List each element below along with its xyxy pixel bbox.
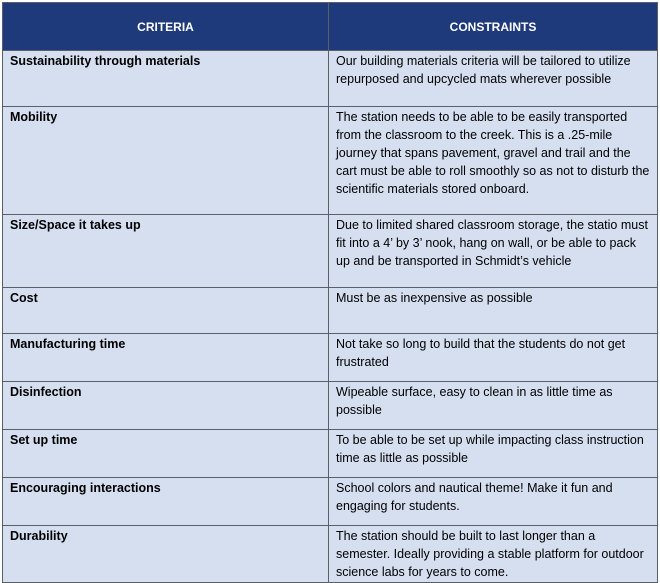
criteria-cell: Encouraging interactions — [3, 478, 329, 526]
criteria-constraints-table — [2, 2, 658, 583]
constraint-cell: Our building materials criteria will be tailored to utilize repurposed and upcycled mats wherever possible — [329, 51, 658, 107]
table-row — [3, 334, 658, 382]
criteria-cell: Size/Space it takes up — [3, 215, 329, 288]
constraint-cell: Wipeable surface, easy to clean in as little time as possible — [329, 382, 658, 430]
constraint-cell: School colors and nautical theme! Make it fun and engaging for students. — [329, 478, 658, 526]
table-row — [3, 288, 658, 334]
constraint-cell: Due to limited shared classroom storage, the statio must fit into a 4’ by 3’ nook, hang on wall, or be able to pack up and be transported in Schmidt’s vehicle — [329, 215, 658, 288]
criteria-cell: Mobility — [3, 107, 329, 215]
criteria-cell: Manufacturing time — [3, 334, 329, 382]
criteria-cell: Cost — [3, 288, 329, 334]
criteria-cell: Set up time — [3, 430, 329, 478]
criteria-header: CRITERIA — [3, 3, 329, 51]
table-row — [3, 107, 658, 215]
table-row — [3, 51, 658, 107]
constraint-cell: The station should be built to last longer than a semester. Ideally providing a stable platform for outdoor science labs for years to come. — [329, 526, 658, 583]
criteria-cell: Durability — [3, 526, 329, 583]
constraint-cell: Must be as inexpensive as possible — [329, 288, 658, 334]
table-row — [3, 382, 658, 430]
constraint-cell: Not take so long to build that the students do not get frustrated — [329, 334, 658, 382]
header-row — [3, 3, 658, 51]
table-row — [3, 478, 658, 526]
constraints-header: CONSTRAINTS — [329, 3, 658, 51]
table-row — [3, 430, 658, 478]
constraint-cell: The station needs to be able to be easily transported from the classroom to the creek. This is a .25-mile journey that spans pavement, gravel and trail and the cart must be able to roll smoothly so as not to disturb the scientific materials stored onboard. — [329, 107, 658, 215]
criteria-cell: Sustainability through materials — [3, 51, 329, 107]
constraint-cell: To be able to be set up while impacting class instruction time as little as possible — [329, 430, 658, 478]
table-row — [3, 526, 658, 583]
criteria-cell: Disinfection — [3, 382, 329, 430]
table-row — [3, 215, 658, 288]
